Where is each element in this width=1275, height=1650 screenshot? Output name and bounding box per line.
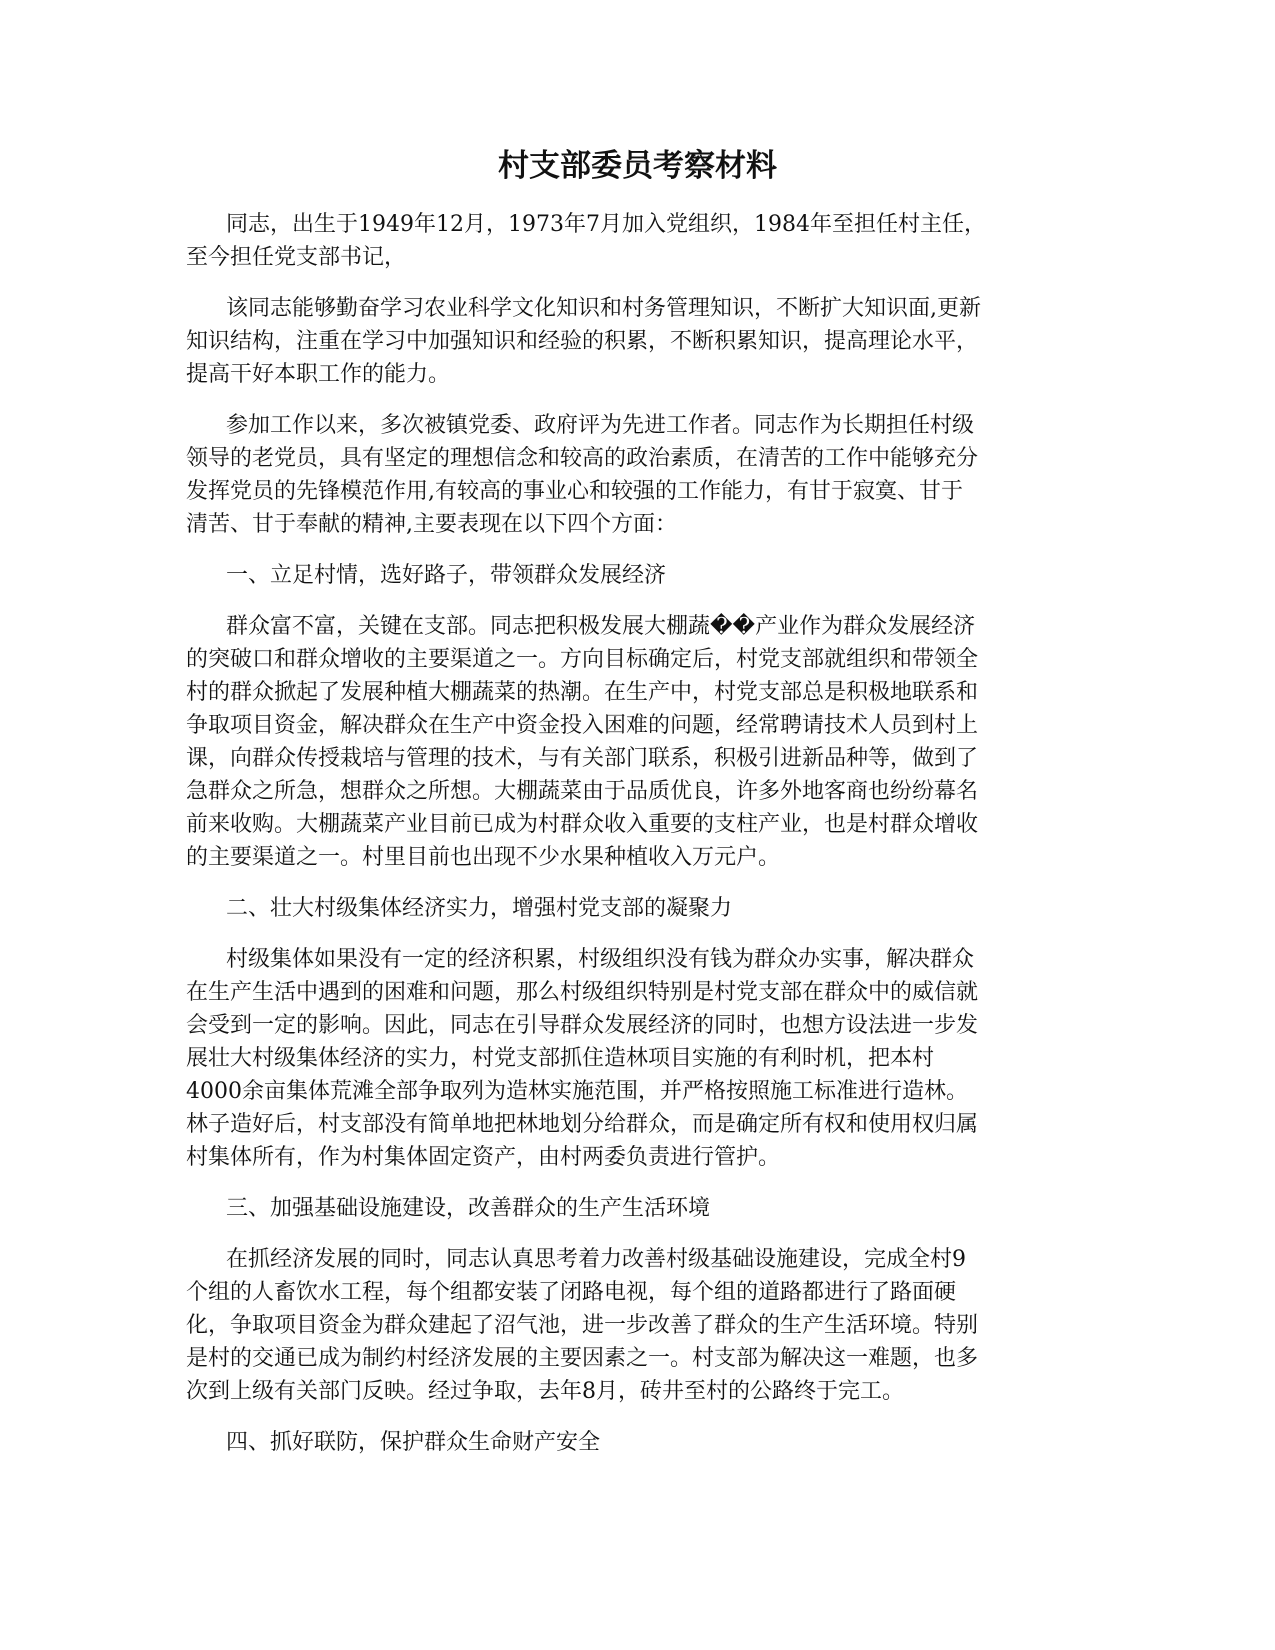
text-line: 领导的老党员，具有坚定的理想信念和较高的政治素质，在清苦的工作中能够充分 (186, 446, 979, 471)
text-line: 课，向群众传授栽培与管理的技术，与有关部门联系，积极引进新品种等，做到了 (186, 746, 979, 771)
text-line: 知识结构，注重在学习中加强知识和经验的积累，不断积累知识，提高理论水平， (186, 329, 979, 354)
text-line: 村级集体如果没有一定的经济积累，村级组织没有钱为群众办实事，解决群众 (226, 947, 975, 972)
text-line: 化，争取项目资金为群众建起了沼气池，进一步改善了群众的生产生活环境。特别 (186, 1313, 979, 1338)
text-line: 提高干好本职工作的能力。 (186, 362, 451, 387)
text-line: 的突破口和群众增收的主要渠道之一。方向目标确定后，村党支部就组织和带领全 (186, 647, 979, 672)
document-title: 村支部委员考察材料 (498, 148, 777, 184)
text-line: 个组的人畜饮水工程，每个组都安装了闭路电视，每个组的道路都进行了路面硬 (186, 1280, 957, 1305)
text-line: 发挥党员的先锋模范作用,有较高的事业心和较强的工作能力，有甘于寂寞、甘于 (186, 479, 963, 504)
text-line: 同志，出生于1949年12月，1973年7月加入党组织，1984年至担任村主任， (226, 212, 986, 237)
section-heading (186, 559, 1086, 592)
body-paragraph (186, 610, 1086, 874)
text-line: 村集体所有，作为村集体固定资产，由村两委负责进行管护。 (186, 1145, 781, 1170)
text-line: 一、立足村情，选好路子，带领群众发展经济 (226, 563, 667, 588)
text-line: 村的群众掀起了发展种植大棚蔬菜的热潮。在生产中，村党支部总是积极地联系和 (186, 680, 979, 705)
text-line: 前来收购。大棚蔬菜产业目前已成为村群众收入重要的支柱产业，也是村群众增收 (186, 812, 979, 837)
text-line: 三、加强基础设施建设，改善群众的生产生活环境 (226, 1196, 711, 1221)
text-line: 清苦、甘于奉献的精神,主要表现在以下四个方面： (186, 512, 677, 537)
section-heading (186, 892, 1086, 925)
section-heading (186, 1426, 1086, 1459)
text-line: 四、抓好联防，保护群众生命财产安全 (226, 1430, 601, 1455)
text-line: 的主要渠道之一。村里目前也出现不少水果种植收入万元户。 (186, 845, 781, 870)
body-paragraph (186, 1243, 1086, 1408)
text-line: 次到上级有关部门反映。经过争取，去年8月，砖井至村的公路终于完工。 (186, 1379, 904, 1404)
document-body (186, 208, 1086, 1477)
text-line: 在生产生活中遇到的困难和问题，那么村级组织特别是村党支部在群众中的威信就 (186, 980, 979, 1005)
section-heading (186, 1192, 1086, 1225)
text-line: 4000余亩集体荒滩全部争取列为造林实施范围，并严格按照施工标准进行造林。 (186, 1079, 968, 1104)
text-line: 二、壮大村级集体经济实力，增强村党支部的凝聚力 (226, 896, 733, 921)
text-line: 至今担任党支部书记， (186, 245, 407, 270)
text-line: 会受到一定的影响。因此，同志在引导群众发展经济的同时，也想方设法进一步发 (186, 1013, 979, 1038)
text-line: 展壮大村级集体经济的实力，村党支部抓住造林项目实施的有利时机，把本村 (186, 1046, 935, 1071)
body-paragraph (186, 943, 1086, 1174)
text-line: 参加工作以来，多次被镇党委、政府评为先进工作者。同志作为长期担任村级 (226, 413, 975, 438)
body-paragraph (186, 409, 1086, 541)
body-paragraph (186, 208, 1086, 274)
text-line: 在抓经济发展的同时，同志认真思考着力改善村级基础设施建设，完成全村9 (226, 1247, 966, 1272)
text-line: 急群众之所急，想群众之所想。大棚蔬菜由于品质优良，许多外地客商也纷纷幕名 (186, 779, 979, 804)
text-line: 该同志能够勤奋学习农业科学文化知识和村务管理知识，不断扩大知识面,更新 (226, 296, 981, 321)
body-paragraph (186, 292, 1086, 391)
text-line: 是村的交通已成为制约村经济发展的主要因素之一。村支部为解决这一难题，也多 (186, 1346, 979, 1371)
text-line: 群众富不富，关键在支部。同志把积极发展大棚蔬��产业作为群众发展经济 (226, 614, 976, 639)
text-line: 争取项目资金，解决群众在生产中资金投入困难的问题，经常聘请技术人员到村上 (186, 713, 979, 738)
text-line: 林子造好后，村支部没有简单地把林地划分给群众，而是确定所有权和使用权归属 (186, 1112, 979, 1137)
